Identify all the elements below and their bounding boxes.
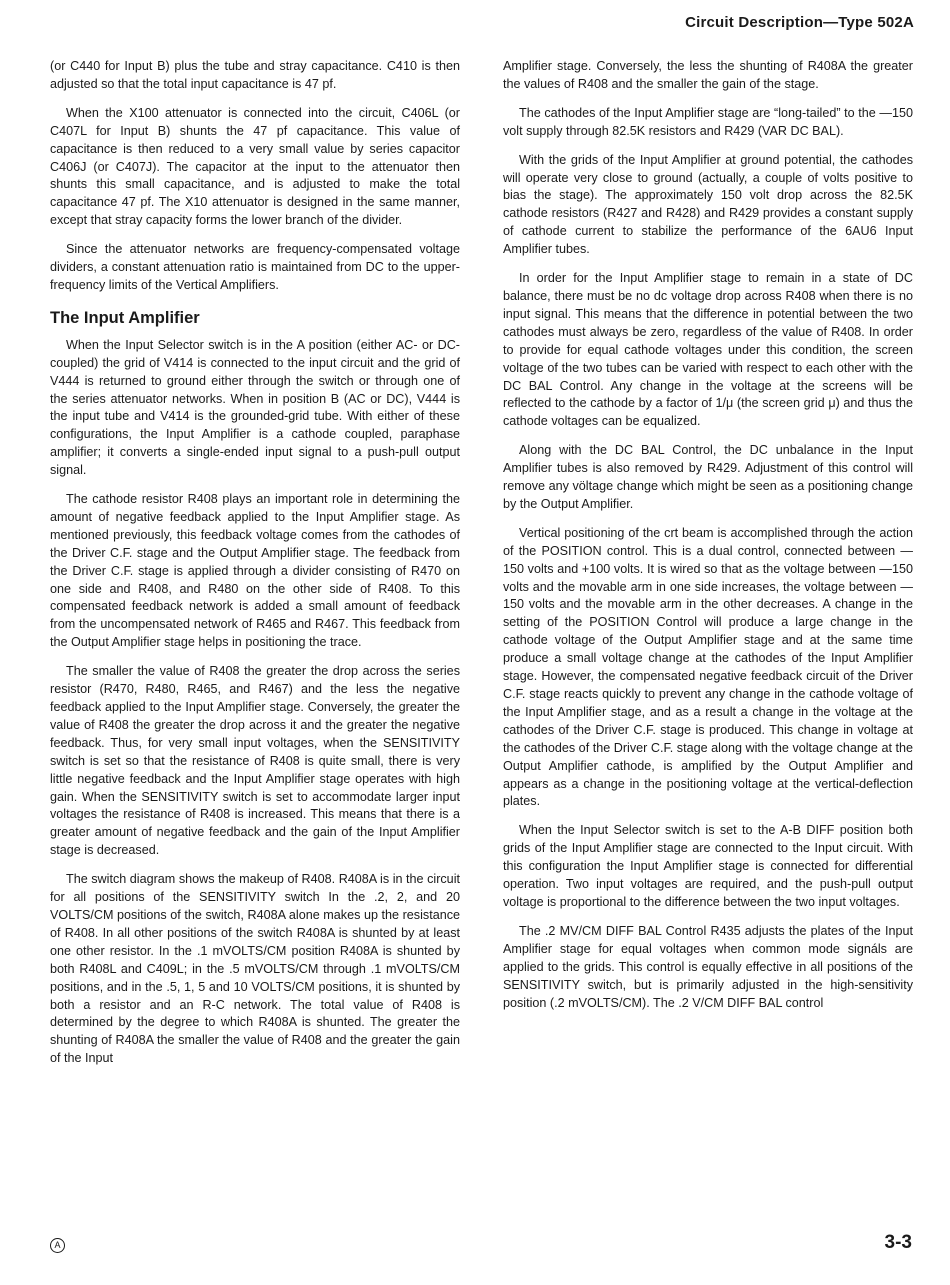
paragraph: The smaller the value of R408 the greater the drop across the series resistor (R470, R480, R465, and R467) and the less the negative feedback applied to the Input Amplifier stage. Conversely, the greater the value of R408 the greater the drop across it and the greater the negative feedback. Thus, for very small input voltages, when the SENSITIVITY switch is set so that the resistance of R408 is quite small, there is very little negative feedback and the Input Amplifier stage operates with high gain. When the SENSITIVITY switch is set to accommodate larger input voltages the resistance of R408 is increased. This means that there is a greater amount of negative feedback and the gain of the Input Amplifier stage is decreased.: [50, 664, 460, 858]
paragraph: In order for the Input Amplifier stage to remain in a state of DC balance, there must be no dc voltage drop across R408 when there is no input signal. This means that the difference in potential between the two cathodes must always be zero, regardless of the value of R408. In order to provide for equal cathode voltages under this condition, the screen voltage of the two tubes can be varied with respect to each other with the DC BAL Control. Any change in the voltage at the screens will be reflected to the cathode by a factor of 1/μ (the screen grid μ) and thus the cathode voltages can be equalized.: [503, 271, 913, 429]
left-column: [50, 58, 460, 1079]
right-column: [503, 58, 913, 1023]
paragraph: When the Input Selector switch is set to the A-B DIFF position both grids of the Input Amplifier stage are connected to the Input circuit. With this configuration the Input Amplifier stage is connected for differential operation. Two input voltages are required, and the push-pull output voltage is proportional to the difference between the two input voltages.: [503, 823, 913, 909]
paragraph: (or C440 for Input B) plus the tube and stray capacitance. C410 is then adjusted so that the total input capacitance is 47 pf.: [50, 59, 460, 91]
paragraph: When the X100 attenuator is connected into the circuit, C406L (or C407L for Input B) shunts the 47 pf capacitance. This value of capacitance is then reduced to a very small value by series capacitor C406J (or C407J). The capacitor at the input to the attenuator then shunts this small capacitance, and is adjusted to make the total capacitance 47 pf. The X10 attenuator is designed in the same manner, except that stray capacity forms the lower branch of the divider.: [50, 105, 460, 228]
paragraph: The cathodes of the Input Amplifier stage are “long-tailed” to the —150 volt supply through 82.5K resistors and R429 (VAR DC BAL).: [503, 105, 913, 138]
paragraph: Since the attenuator networks are frequency-compensated voltage dividers, a constant attenuation ratio is maintained from DC to the upper-frequency limits of the Vertical Amplifiers.: [50, 242, 460, 292]
page-number: 3-3: [884, 1232, 912, 1253]
paragraph: When the Input Selector switch is in the A position (either AC- or DC-coupled) the grid of V414 is connected to the input circuit and the grid of V444 is returned to ground either through the switch or through one of the series attenuator networks. When in position B (AC or DC), V444 is the input tube and V414 is the grounded-grid tube. With either of these configurations, the Input Amplifier is a cathode coupled, paraphase amplifier; it converts a single-ended input signal to a push-pull output signal.: [50, 337, 460, 478]
paragraph: With the grids of the Input Amplifier at ground potential, the cathodes will operate very close to ground (actually, a couple of volts positive to bias the stage). The approximately 150 volt drop across the 82.5K cathode resistors (R427 and R428) and R429 provides a constant supply of cathode current to stabilize the performance of the 6AU6 Input Amplifier tubes.: [503, 152, 913, 257]
paragraph: The cathode resistor R408 plays an important role in determining the amount of negative feedback applied to the Input Amplifier stage. As mentioned previously, this feedback voltage comes from the cathodes of the Driver C.F. stage and the Output Amplifier stage. The feedback from the Driver C.F. stage is applied through a divider consisting of R470 on one side and R408, and R480 on the other side of R408. To this compensated feedback network is added a small amount of feedback from the uncompensated network of R465 and R467. This feedback from the Output Amplifier stage helps in positioning the trace.: [50, 492, 460, 650]
paragraph: Along with the DC BAL Control, the DC unbalance in the Input Amplifier tubes is also removed by R429. Adjustment of this control will remove any völtage change which might be seen as a positioning change by the Output Amplifier.: [503, 443, 913, 511]
section-heading: The Input Amplifier: [50, 308, 200, 327]
paragraph: The switch diagram shows the makeup of R408. R408A is in the circuit for all positions of the SENSITIVITY switch In the .2, 2, and 20 VOLTS/CM positions of the switch, R408A alone makes up the resistance of R408. In all other positions of the switch R408A is shunted by at least one other resistor. In the .1 mVOLTS/CM position R408A is shunted by both R408L and C409L; in the .5 mVOLTS/CM through .1 mVOLTS/CM positions, and in the .5, 1, 5 and 10 VOLTS/CM positions, it is shunted by both a resistor and an R-C network. The total value of R408 is determined by the degree to which R408A is shunted. The greater the shunting of R408A the smaller the value of R408 and the greater the gain of the Input: [50, 872, 460, 1066]
paragraph: Vertical positioning of the crt beam is accomplished through the action of the POSITION control. This is a dual control, connected between —150 volts and +100 volts. It is wired so that as the voltage between —150 volts and the movable arm in one side increases, the voltage between —150 volts and the movable arm in the other decreases. A change in the setting of the POSITION Control will produce a large change in the cathode voltage of the Output Amplifier stage and at the same time produce a small voltage change at the cathodes of the Input Amplifier stage. However, the compensated negative feedback circuit of the Driver C.F. stage reacts quickly to prevent any change in the cathode voltage of the Input Amplifier stage, and as a result a change in the voltage at the cathodes of the Driver C.F. stage is produced. This change in voltage at the cathodes of the Driver C.F. stage along with the voltage change at the Output Amplifier cathode, is amplified by the Output Amplifier and appears as a change in the positioning voltage at the vertical-deflection plates.: [503, 525, 913, 809]
paragraph: The .2 MV/CM DIFF BAL Control R435 adjusts the plates of the Input Amplifier stage for equal voltages when common mode signáls are applied to the grids. This control is equally effective in all positions of the SENSITIVITY switch, but is primarily adjusted in the high-sensitivity position (.2 mVOLTS/CM). The .2 V/CM DIFF BAL control: [503, 923, 913, 1010]
paragraph: Amplifier stage. Conversely, the less the shunting of R408A the greater the values of R408 and the smaller the gain of the stage.: [503, 59, 913, 91]
page-header-title: Circuit Description—Type 502A: [685, 14, 914, 31]
revision-mark-icon: A: [50, 1238, 65, 1253]
